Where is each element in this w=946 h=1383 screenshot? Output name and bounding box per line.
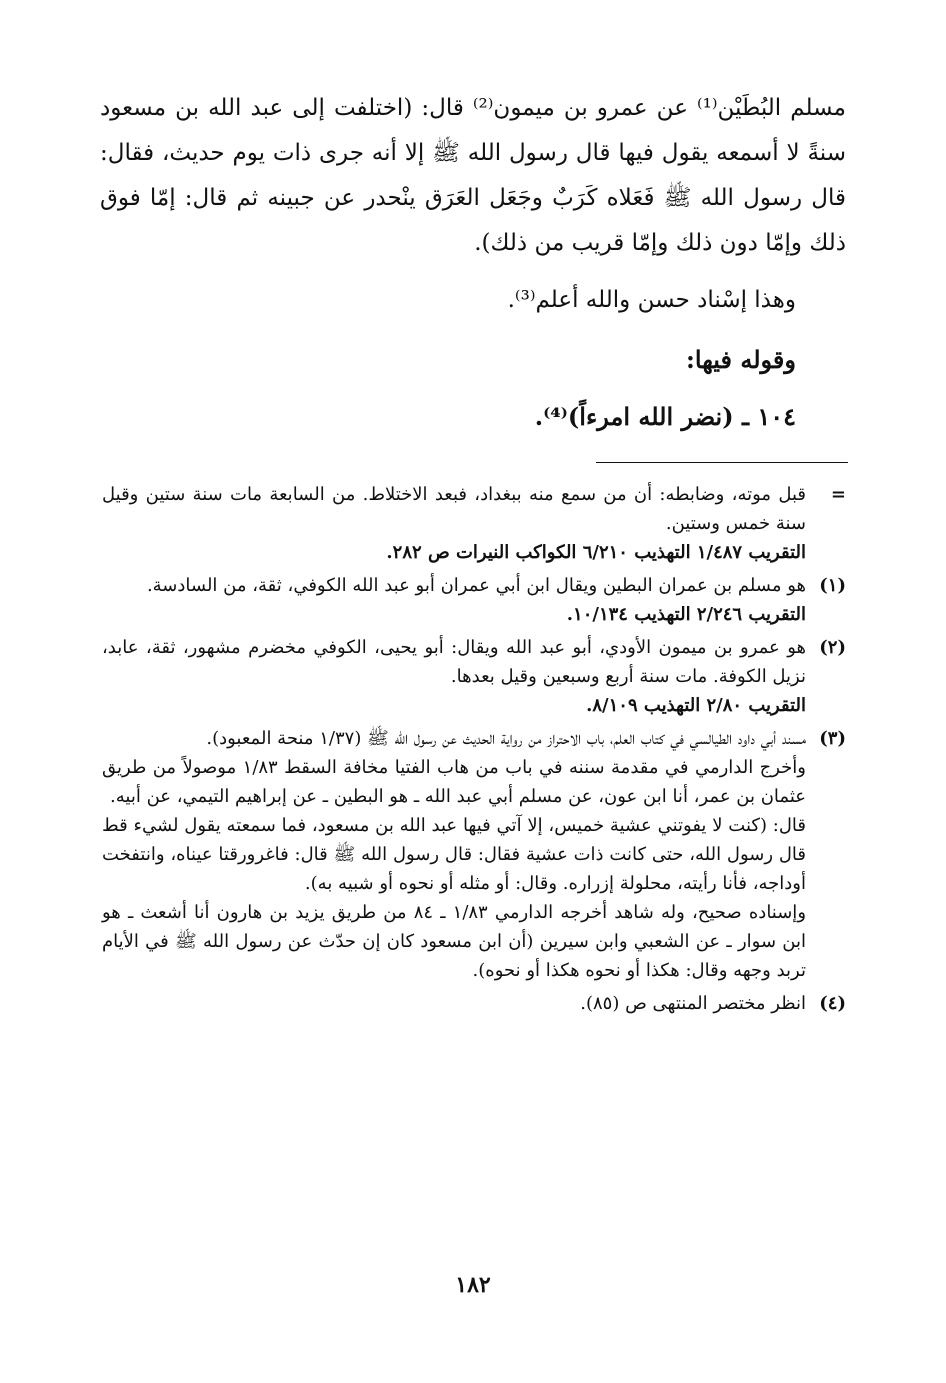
footnote-marker: = xyxy=(830,484,846,505)
page-number: ١٨٢ xyxy=(455,1272,491,1298)
footnotes xyxy=(102,480,846,1022)
main-text xyxy=(100,86,846,439)
footnote-text: هو مسلم بن عمران البطين ويقال ابن أبي عمران أبو عبد الله الكوفي، ثقة، من السادسة. xyxy=(146,575,806,596)
footnote-marker: (١) xyxy=(819,575,846,596)
footnote-source: التقريب ١/٤٨٧ التهذيب ٦/٢١٠ الكواكب النيرات ص ٢٨٢. xyxy=(386,542,806,563)
main-paragraph: مسلم البُطَيْن⁽¹⁾ عن عمرو بن ميمون⁽²⁾ قال: (اختلفت إلى عبد الله بن مسعود سنةً لا أسمعه يقول فيها قال رسول الله ﷺ إلا أنه جرى ذات يوم حديث، فقال: قال رسول الله ﷺ فَعَلاه كَرَبٌ وجَعَل العَرَق ينْحدر عن جبينه ثم قال: إمّا فوق ذلك وإمّا دون ذلك وإمّا قريب من ذلك). xyxy=(100,95,847,256)
section-heading: وقوله فيها: xyxy=(686,345,796,374)
footnote-text: قال: (كنت لا يفوتني عشية خميس، إلا آتي فيها عبد الله بن مسعود، فما سمعته يقول لشيء قط قال رسول الله، حتى كانت ذات عشية فقال: قال رسول الله ﷺ قال: فاغرورقتا عيناه، وانتفخت أوداجه، فأنا رأيته، محلولة إزراره. وقال: أو مثله أو نحوه أو شبيه به). xyxy=(102,815,806,894)
footnote-marker: (٣) xyxy=(819,728,846,749)
main-paragraph-chain-grade: وهذا إسْناد حسن والله أعلم⁽³⁾. xyxy=(507,287,796,313)
footnote xyxy=(102,989,846,1018)
footnote-text: انظر مختصر المنتهى ص (٨٥). xyxy=(580,993,806,1014)
footnote-marker: (٤) xyxy=(819,993,846,1014)
footnote-source: التقريب ٢/٨٠ التهذيب ٨/١٠٩. xyxy=(586,695,806,716)
footnote-text: وأخرج الدارمي في مقدمة سننه في باب من هاب الفتيا مخافة السقط ١/٨٣ موصولاً من طريق عثمان بن عمر، أنا ابن عون، عن مسلم أبي عبد الله ـ هو البطين ـ عن إبراهيم التيمي، عن أبيه. xyxy=(102,757,807,807)
footnote-separator xyxy=(596,462,848,463)
numbered-item: ١٠٤ ـ (نضر الله امرءاً)⁽⁴⁾. xyxy=(534,402,796,431)
footnote-source: التقريب ٢/٢٤٦ التهذيب ١٠/١٣٤. xyxy=(566,604,806,625)
footnote xyxy=(102,724,846,985)
footnote-text: قبل موته، وضابطه: أن من سمع منه ببغداد، فبعد الاختلاط. من السابعة مات سنة ستين وقيل سنة خمس وستين. xyxy=(102,484,806,534)
footnote-marker: (٢) xyxy=(819,637,846,658)
footnote xyxy=(102,480,846,567)
footnote-text: وإسناده صحيح، وله شاهد أخرجه الدارمي ١/٨٣ ـ ٨٤ من طريق يزيد بن هارون أنا أشعث ـ هو ابن سوار ـ عن الشعبي وابن سيرين (أن ابن مسعود كان إن حدّث عن رسول الله ﷺ في الأيام تربد وجهه وقال: هكذا أو نحوه هكذا أو نحوه). xyxy=(102,902,807,981)
footnote-text: مسند أبي داود الطيالسي في كتاب العلم، باب الاحتراز من رواية الحديث عن رسول الله ﷺ (١/٣٧ منحة المعبود). xyxy=(206,728,806,749)
footnote xyxy=(102,571,846,629)
footnote-text: هو عمرو بن ميمون الأودي، أبو عبد الله ويقال: أبو يحيى، الكوفي مخضرم مشهور، ثقة، عابد، نزيل الكوفة. مات سنة أربع وسبعين وقيل بعدها. xyxy=(102,637,806,687)
footnote xyxy=(102,633,846,720)
